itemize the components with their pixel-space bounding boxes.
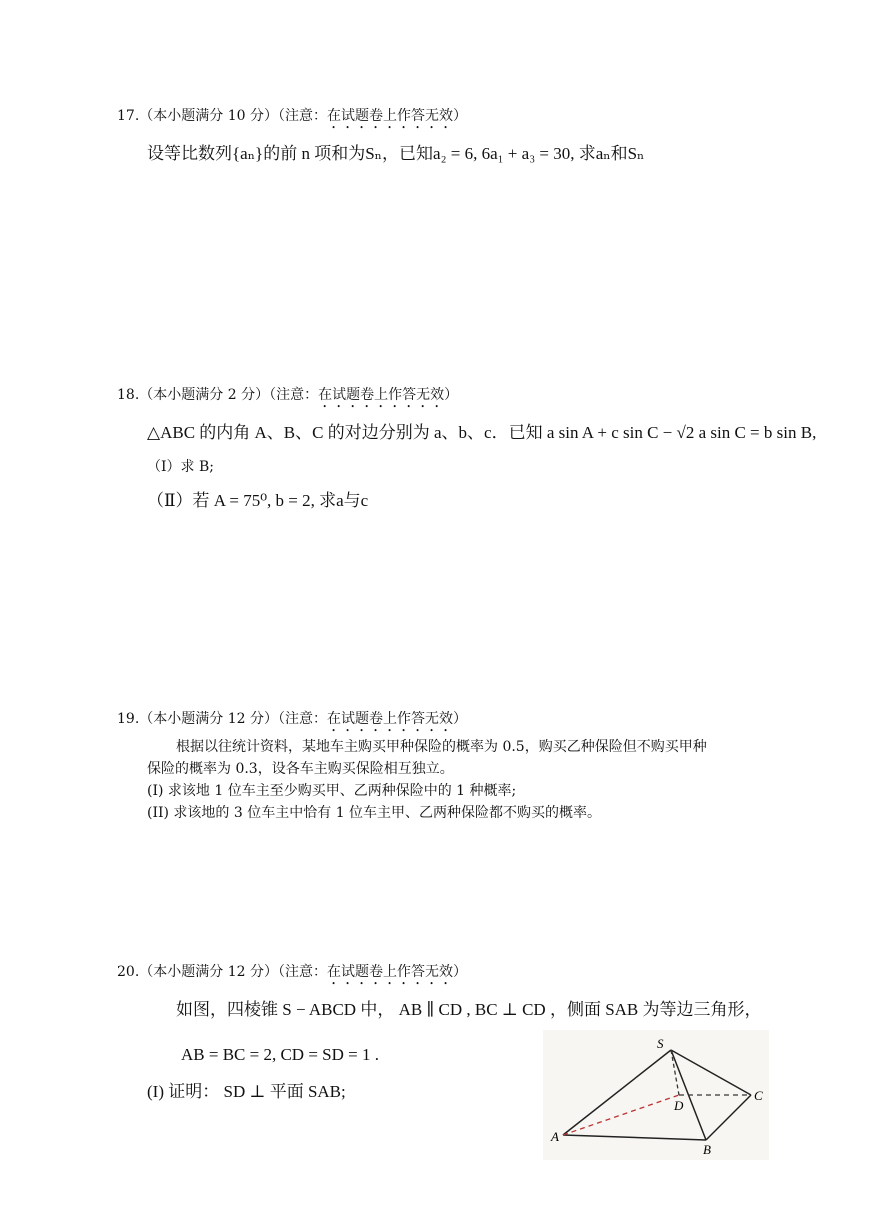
q18-body: △ABC 的内角 A、B、C 的对边分别为 a、b、c．已知 a sin A + c sin C − √2 a sin C = b sin B, [147,423,817,442]
q19-line2: 保险的概率为 0.3，设各车主购买保险相互独立。 [147,761,454,777]
label-s: S [657,1036,664,1051]
q17-score: （本小题满分 10 分）（注意： [139,108,327,124]
q19-part1: (I) 求该地 1 位车主至少购买甲、乙两种保险中的 1 种概率; [147,783,517,799]
q18-notice: 在试题卷上作答无效 [318,387,445,403]
q17-body: 设等比数列{aₙ}的前 n 项和为Sₙ，已知a₂ = 6, 6a₁ + a₃ = 30, 求aₙ和Sₙ [147,144,645,163]
q17-notice: 在试题卷上作答无效 [326,108,453,124]
q20-notice: 在试题卷上作答无效 [326,964,453,980]
label-c: C [754,1088,763,1103]
q19-score: （本小题满分 12 分）（注意： [139,711,327,727]
q19-number: 19. [117,711,140,727]
q19-header: 19.（本小题满分 12 分）（注意：在试题卷上作答无效） [117,711,467,727]
q17-number: 17. [117,108,140,124]
q20-score: （本小题满分 12 分）（注意： [139,964,327,980]
q18-part1: （Ⅰ）求 B; [147,459,214,475]
q19-notice: 在试题卷上作答无效 [326,711,453,727]
q18-part2: （Ⅱ）若 A = 75⁰, b = 2, 求a与c [147,491,369,510]
q18-score: （本小题满分 2 分）（注意： [139,387,319,403]
label-b: B [703,1142,711,1157]
q17-header: 17.（本小题满分 10 分）（注意：在试题卷上作答无效） [117,108,467,124]
pyramid-figure [543,1030,769,1160]
q18-number: 18. [117,387,140,403]
label-d: D [674,1098,684,1113]
q20-header: 20.（本小题满分 12 分）（注意：在试题卷上作答无效） [117,964,467,980]
label-a: A [551,1129,559,1144]
q19-line1: 根据以往统计资料，某地车主购买甲种保险的概率为 0.5，购买乙种保险但不购买甲种 [176,739,707,755]
q19-part2: (II) 求该地的 3 位车主中恰有 1 位车主甲、乙两种保险都不购买的概率。 [147,805,602,821]
q18-header: 18.（本小题满分 2 分）（注意：在试题卷上作答无效） [117,387,459,403]
q20-line2: AB = BC = 2, CD = SD = 1 . [181,1045,379,1064]
q20-line1: 如图，四棱锥 S − ABCD 中， AB ∥ CD , BC ⊥ CD ，侧面 SAB 为等边三角形， [176,1000,762,1019]
q20-number: 20. [117,964,140,980]
q20-part1: (I) 证明： SD ⊥ 平面 SAB; [147,1082,346,1101]
